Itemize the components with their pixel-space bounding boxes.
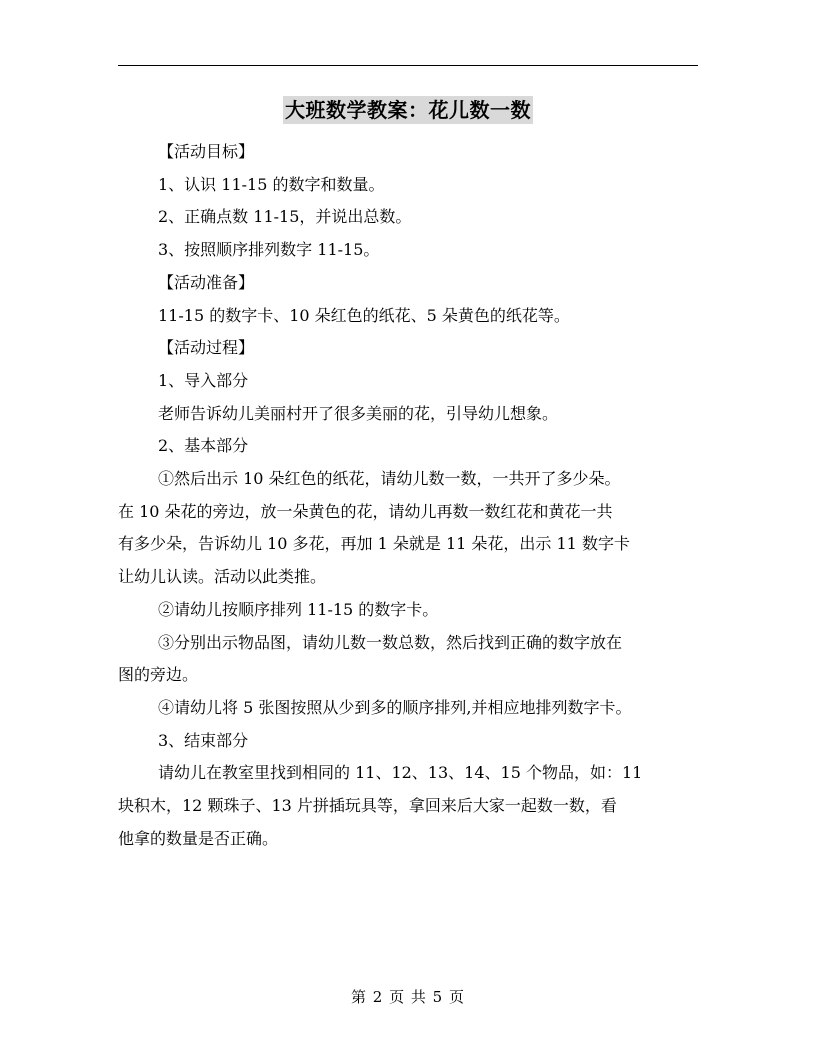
step-paragraph-line: 在 10 朵花的旁边，放一朵黄色的花，请幼儿再数一数红花和黄花一共 — [118, 501, 613, 521]
section-heading-prep: 【活动准备】 — [158, 272, 255, 292]
step-paragraph: 老师告诉幼儿美丽村开了很多美丽的花，引导幼儿想象。 — [158, 403, 559, 423]
goal-item: 1、认识 11-15 的数字和数量。 — [158, 174, 385, 194]
prep-item: 11-15 的数字卡、10 朵红色的纸花、5 朵黄色的纸花等。 — [158, 305, 570, 325]
step-heading: 1、导入部分 — [158, 370, 249, 390]
header-rule — [118, 65, 698, 66]
section-heading-goals: 【活动目标】 — [158, 142, 255, 161]
step-paragraph-line: 他拿的数量是否正确。 — [118, 828, 279, 848]
step-paragraph: ②请幼儿按顺序排列 11-15 的数字卡。 — [158, 599, 439, 619]
page-footer — [0, 986, 816, 1007]
goal-item: 2、正确点数 11-15，并说出总数。 — [158, 207, 412, 227]
document-title: 大班数学教案：花儿数一数 — [285, 98, 531, 122]
title-container — [0, 96, 816, 124]
step-paragraph-line: ③分别出示物品图，请幼儿数一数总数，然后找到正确的数字放在 — [158, 632, 623, 652]
section-heading-process: 【活动过程】 — [158, 338, 255, 358]
page-number: 第 2 页 共 5 页 — [351, 988, 465, 1006]
step-heading: 2、基本部分 — [158, 436, 249, 456]
step-heading: 3、结束部分 — [158, 730, 249, 750]
step-paragraph-line: 图的旁边。 — [118, 665, 199, 685]
goal-item: 3、按照顺序排列数字 11-15。 — [158, 240, 380, 260]
step-paragraph-line: 块积木，12 颗珠子、13 片拼插玩具等，拿回来后大家一起数一数，看 — [118, 796, 617, 816]
step-paragraph-line: ①然后出示 10 朵红色的纸花，请幼儿数一数，一共开了多少朵。 — [158, 469, 621, 489]
step-paragraph: ④请幼儿将 5 张图按照从少到多的顺序排列,并相应地排列数字卡。 — [158, 697, 632, 717]
step-paragraph-line: 请幼儿在教室里找到相同的 11、12、13、14、15 个物品，如：11 — [158, 763, 643, 783]
document-body — [118, 136, 703, 855]
step-paragraph-line: 让幼儿认读。活动以此类推。 — [118, 567, 327, 587]
step-paragraph-line: 有多少朵，告诉幼儿 10 多花，再加 1 朵就是 11 朵花，出示 11 数字卡 — [118, 534, 630, 554]
